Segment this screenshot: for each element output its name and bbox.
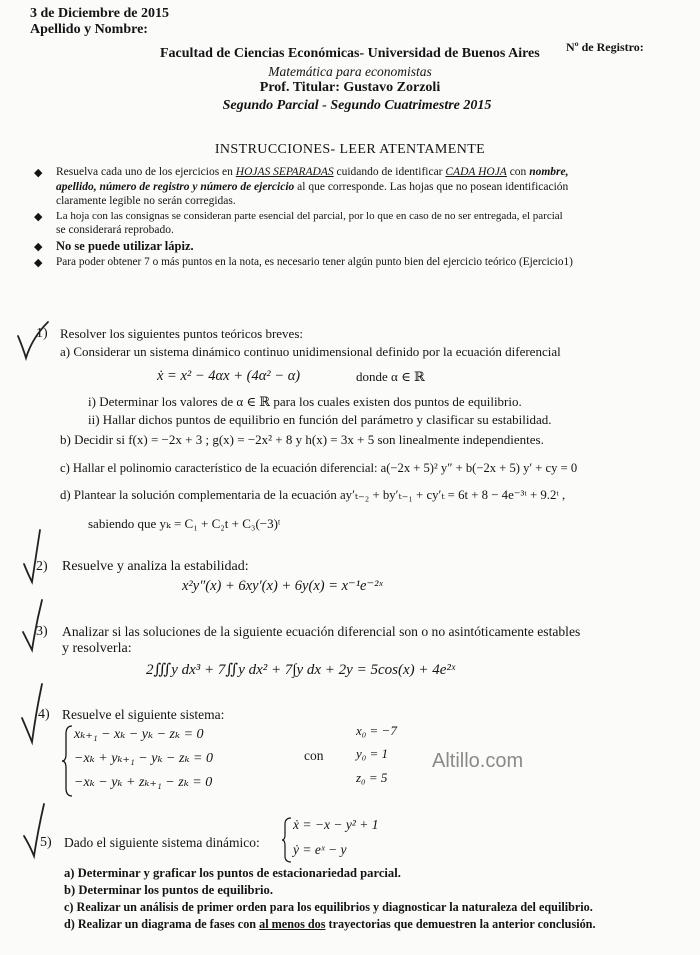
ex1-number: 1) xyxy=(36,326,48,341)
ex4-title: Resuelve el siguiente sistema: xyxy=(62,707,225,722)
professor-name: Prof. Titular: Gustavo Zorzoli xyxy=(259,80,441,95)
instruction-1-line-2: apellido, número de registro y número de ejercicio al que corresponde. Las hojas que no posean identificación xyxy=(56,181,569,193)
exam-title: Segundo Parcial - Segundo Cuatrimestre 2015 xyxy=(222,98,492,113)
instruction-2-line-2: se considerará reprobado. xyxy=(56,224,174,236)
ex3-line-2: y resolverla: xyxy=(62,641,132,656)
instruction-3: No se puede utilizar lápiz. xyxy=(56,239,194,253)
ex1-item-a-ii: ii) Hallar dichos puntos de equilibrio en función del parámetro y clasificar su estabilidad. xyxy=(88,412,552,427)
ex1-item-b: b) Decidir si f(x) = −2x + 3 ; g(x) = −2x² + 8 y h(x) = 3x + 5 son linealmente independientes. xyxy=(60,432,544,447)
ex1-item-a-i: i) Determinar los valores de α ∈ ℝ para los cuales existen dos puntos de equilibrio. xyxy=(88,394,522,409)
course-name: Matemática para economistas xyxy=(268,64,432,79)
ex5-item-d: d) Realizar un diagrama de fases con al menos dos trayectorias que demuestren la anterior conclusión. xyxy=(64,917,596,931)
ex1-where-clause: donde α ∈ ℝ xyxy=(356,369,425,384)
bullet-3: ◆ xyxy=(34,241,43,253)
ex2-title: Resuelve y analiza la estabilidad: xyxy=(62,559,249,574)
checkmark-icon xyxy=(18,526,54,586)
checkmark-icon xyxy=(20,800,56,860)
ex2-number: 2) xyxy=(36,559,48,574)
ex4-number: 4) xyxy=(38,707,50,722)
faculty-title: Facultad de Ciencias Económicas- Universidad de Buenos Aires xyxy=(160,46,540,61)
ex5-equation-2: ẏ = eˣ − y xyxy=(293,842,347,857)
ex4-initial-x: x₀ = −7 xyxy=(356,723,397,738)
bullet-4: ◆ xyxy=(34,257,43,269)
ex4-con-label: con xyxy=(304,748,324,763)
ex3-equation: 2∭y dx³ + 7∬y dx² + 7∫y dx + 2y = 5cos(x) + 4e²ˣ xyxy=(146,662,456,678)
bullet-1: ◆ xyxy=(34,167,43,179)
altillo-watermark: Altillo.com xyxy=(432,750,524,772)
instruction-2-line-1: La hoja con las consignas se consideran parte esencial del parcial, por lo que en caso de no ser entregada, el parcial xyxy=(56,210,563,222)
ex3-line-1: Analizar si las soluciones de la siguiente ecuación diferencial son o no asintóticamente estables xyxy=(62,624,581,639)
ex3-number: 3) xyxy=(36,624,48,639)
ex5-title: Dado el siguiente sistema dinámico: xyxy=(64,835,260,850)
ex4-initial-z: z₀ = 5 xyxy=(356,770,388,785)
instruction-1-line-1: Resuelva cada uno de los ejercicios en HOJAS SEPARADAS cuidando de identificar CADA HOJA con nombre, xyxy=(56,166,569,178)
name-label: Apellido y Nombre: xyxy=(30,22,148,37)
instruction-4: Para poder obtener 7 o más puntos en la nota, es necesario tener algún punto bien del ejercicio teórico (Ejercicio1) xyxy=(56,256,573,268)
ex4-equation-2: −xₖ + yₖ₊₁ − yₖ − zₖ = 0 xyxy=(74,751,214,766)
instructions-title: INSTRUCCIONES- LEER ATENTAMENTE xyxy=(214,142,486,157)
ex4-equation-1: xₖ₊₁ − xₖ − yₖ − zₖ = 0 xyxy=(74,727,204,742)
ex5-item-c: c) Realizar un análisis de primer orden para los equilibrios y diagnosticar la naturaleza del equilibrio. xyxy=(64,900,593,914)
ex1-title: Resolver los siguientes puntos teóricos breves: xyxy=(60,326,303,341)
ex5-item-a: a) Determinar y graficar los puntos de estacionariedad parcial. xyxy=(64,866,401,880)
bullet-2: ◆ xyxy=(34,211,43,223)
exam-date: 3 de Diciembre de 2015 xyxy=(30,6,169,21)
ex5-item-b: b) Determinar los puntos de equilibrio. xyxy=(64,883,273,897)
ex1-equation-a: ẋ = x² − 4αx + (4α² − α) xyxy=(157,368,301,384)
ex1-item-c: c) Hallar el polinomio característico de la ecuación diferencial: a(−2x + 5)² y″ + b(−2x + 5) y′ + cy = 0 xyxy=(60,461,578,475)
ex5-system-brace xyxy=(282,816,292,864)
ex4-system-brace xyxy=(62,724,74,798)
registro-label: Nº de Registro: xyxy=(566,40,644,54)
ex1-item-d: d) Plantear la solución complementaria de la ecuación ay′ₜ₋₂ + by′ₜ₋₁ + cy′ₜ = 6t + 8 − 4e⁻³ᵗ + 9.2ᵗ , xyxy=(60,488,566,502)
ex1-item-a: a) Considerar un sistema dinámico continuo unidimensional definido por la ecuación diferencial xyxy=(60,344,561,359)
ex5-number: 5) xyxy=(40,835,52,850)
instruction-1-line-3: claramente legible no serán corregidas. xyxy=(56,195,236,207)
ex4-equation-3: −xₖ − yₖ + zₖ₊₁ − zₖ = 0 xyxy=(74,775,213,790)
checkmark-icon xyxy=(14,318,54,362)
ex1-item-d-condition: sabiendo que yₖ = C₁ + C₂t + C₃(−3)ᵗ xyxy=(88,516,281,531)
ex5-equation-1: ẋ = −x − y² + 1 xyxy=(293,817,379,832)
ex2-equation: x²y″(x) + 6xy′(x) + 6y(x) = x⁻¹e⁻²ˣ xyxy=(182,578,383,594)
ex4-initial-y: y₀ = 1 xyxy=(356,746,389,761)
